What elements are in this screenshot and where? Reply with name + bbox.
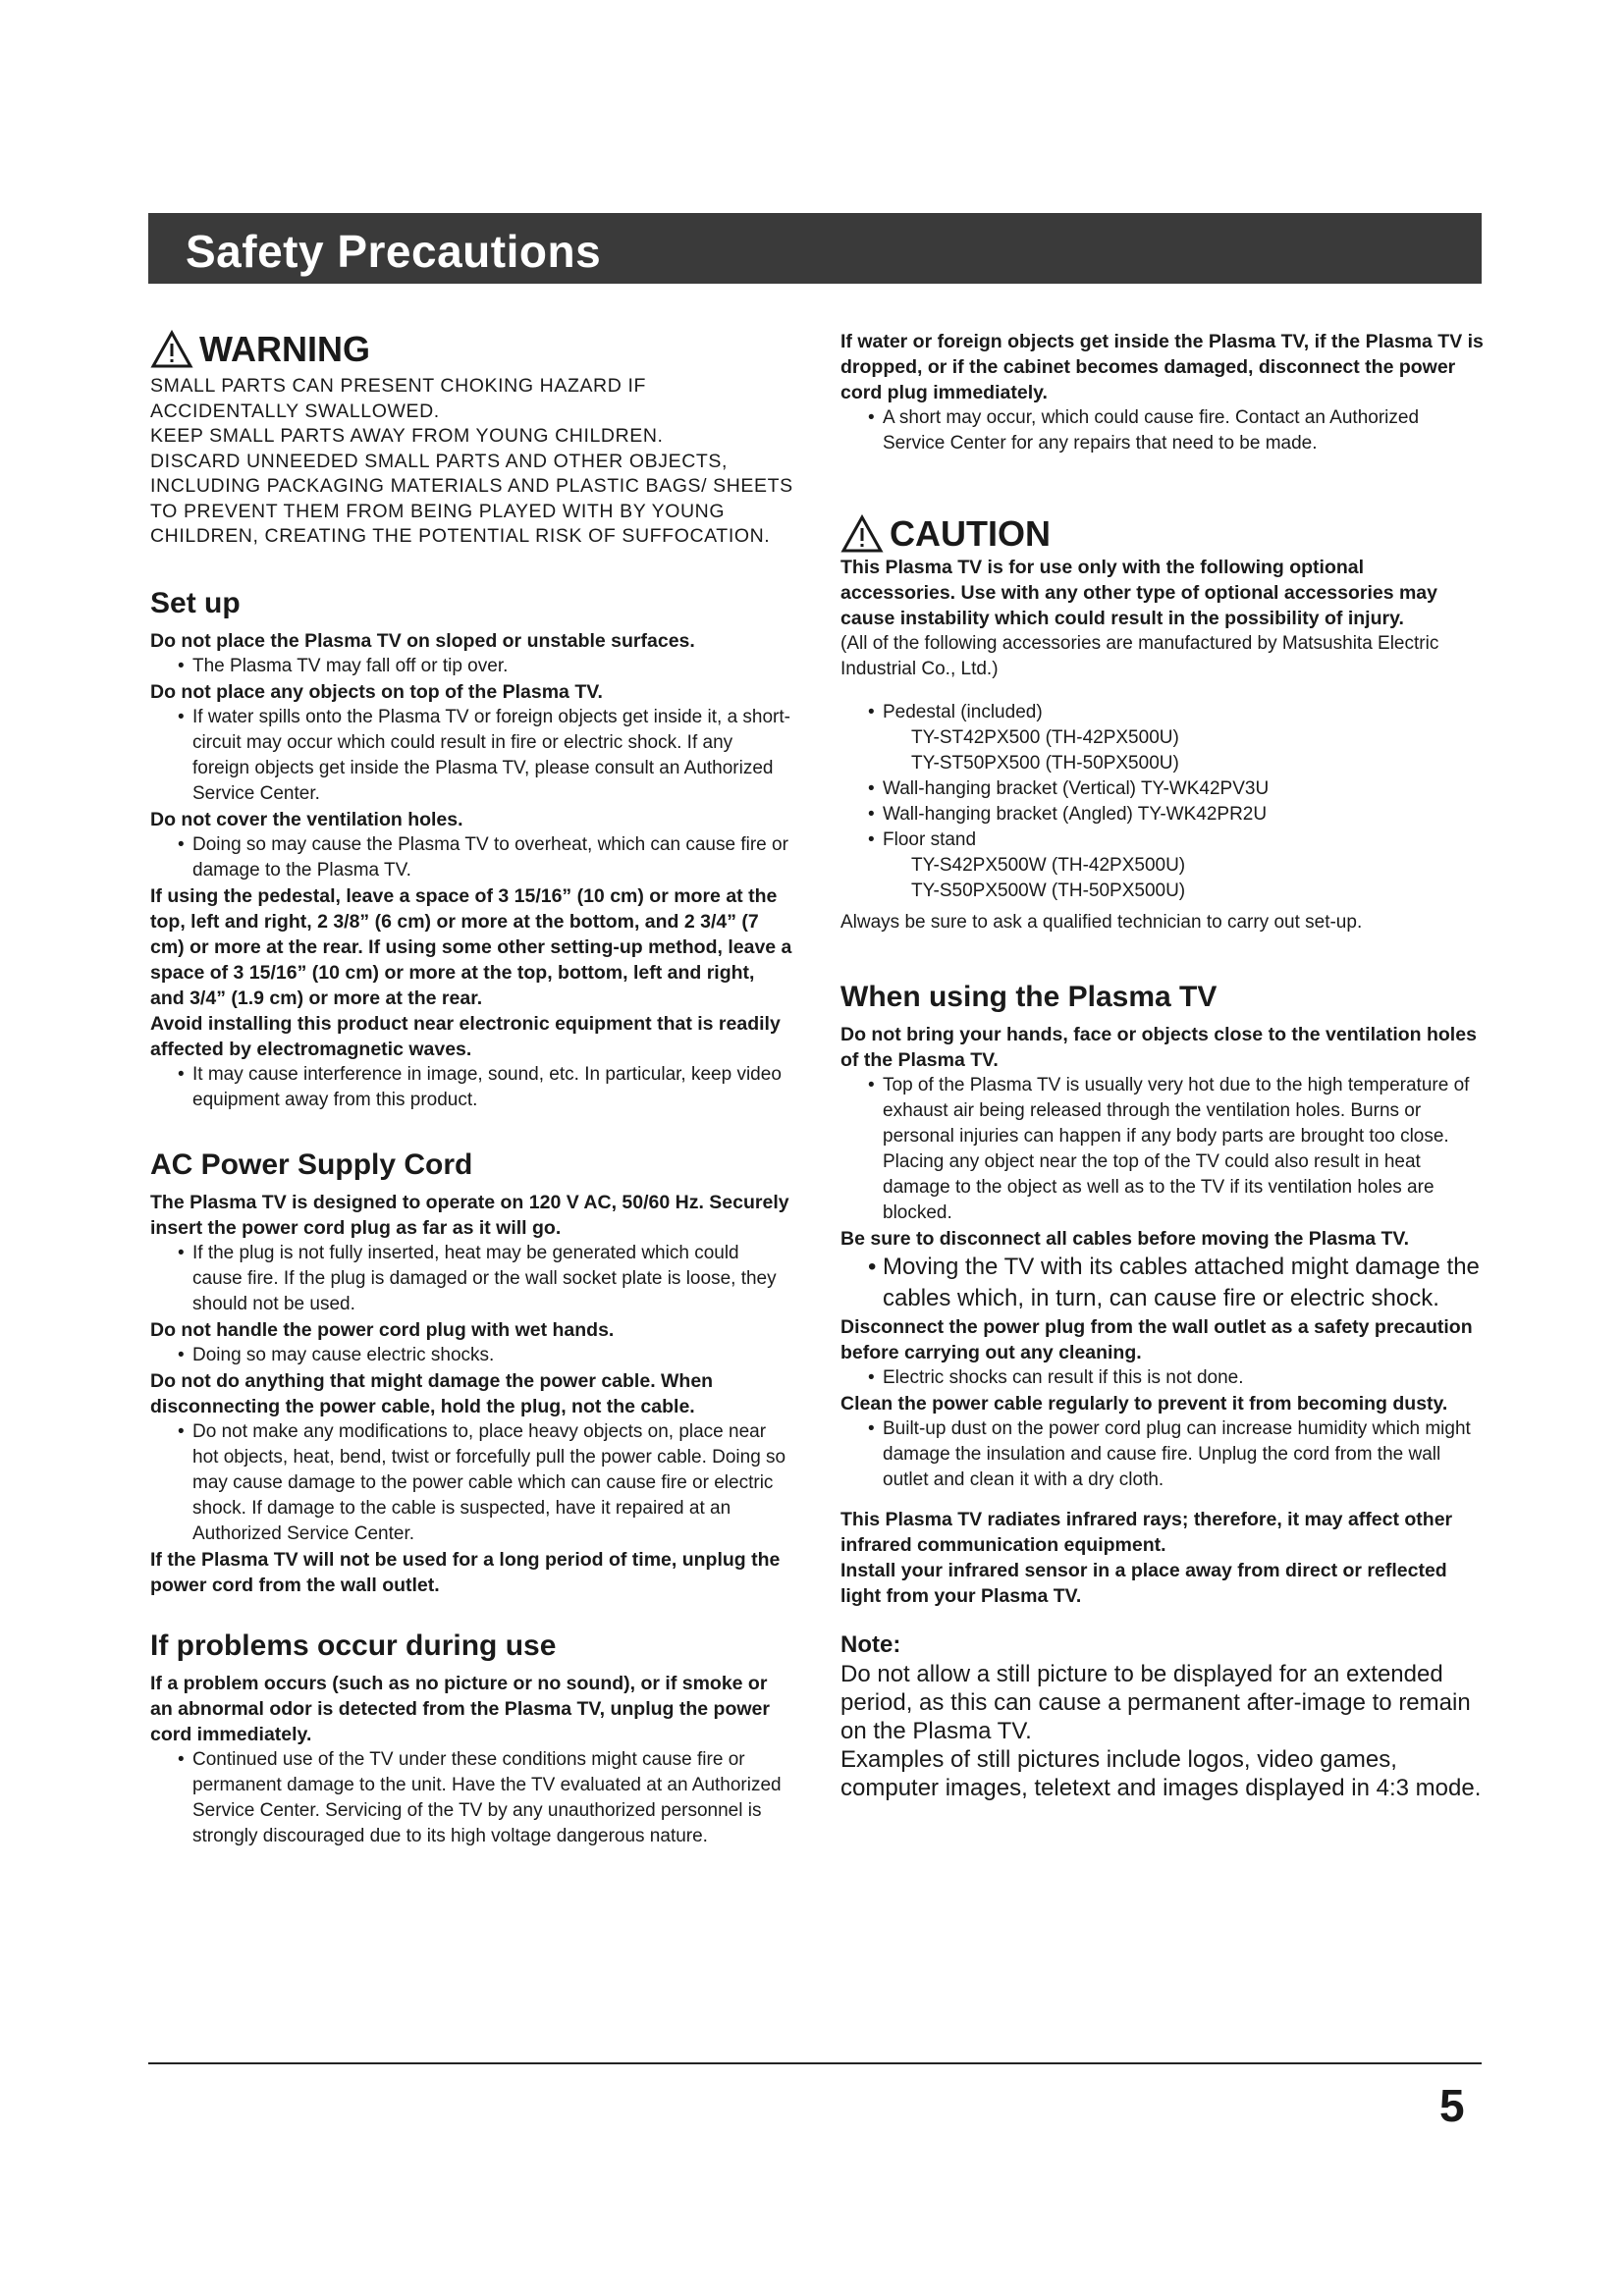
warning-heading: WARNING bbox=[150, 329, 793, 370]
setup-rule-1: Do not place the Plasma TV on sloped or unstable surfaces. bbox=[150, 629, 695, 652]
accessory-list bbox=[840, 700, 1484, 904]
using-note-2: • Moving the TV with its cables attached might damage the cables which, in turn, can cause fire or electric shock. bbox=[868, 1254, 1480, 1311]
setup-rule-4: If using the pedestal, leave a space of 3 15/16” (10 cm) or more at the top, left and right, 2 3/8” (6 cm) or more at the bottom, and 2 3/4” (7 cm) or more at the rear. If using some other setting-up method, leave a space of 3 15/16” (10 cm) or more at the top, bottom, left and right, and 3/4” (1.9 cm) or more at the rear. bbox=[150, 884, 792, 1009]
using-note-1: • Top of the Plasma TV is usually very hot due to the high temperature of exhaust air being released through the ventilation holes. Burns or personal injuries can happen if any body parts are brought too close. Placing any object near the top of the TV could also result in heat damage to the object as well as to the TV if its ventilation holes are blocked. bbox=[868, 1075, 1470, 1223]
title-bar bbox=[148, 213, 1482, 284]
page-title: Safety Precautions bbox=[186, 226, 602, 277]
ac-rule-3: Do not do anything that might damage the power cable. When disconnecting the power cable, hold the plug, not the cable. bbox=[150, 1369, 714, 1417]
caution-rule: This Plasma TV is for use only with the following optional accessories. Use with any other type of optional accessories may cause instability which could result in the possibility of injury. bbox=[840, 557, 1437, 629]
using-note-3: • Electric shocks can result if this is not done. bbox=[868, 1367, 1244, 1388]
setup-rule-2: Do not place any objects on top of the Plasma TV. bbox=[150, 680, 603, 703]
note-text-1: Do not allow a still picture to be displayed for an extended period, as this can cause a permanent after-image to remain on the Plasma TV. bbox=[840, 1661, 1471, 1744]
note-heading: Note: bbox=[840, 1631, 901, 1658]
ac-rule-4: If the Plasma TV will not be used for a long period of time, unplug the power cord from the wall outlet. bbox=[150, 1548, 781, 1596]
ac-rule-2: Do not handle the power cord plug with wet hands. bbox=[150, 1318, 615, 1341]
footer-divider bbox=[148, 2062, 1482, 2064]
using-rule-4: Clean the power cable regularly to prevent it from becoming dusty. bbox=[840, 1393, 1448, 1415]
using-note-4: • Built-up dust on the power cord plug can increase humidity which might damage the insulation and cause fire. Unplug the cord from the wall outlet and clean it with a dry cloth. bbox=[868, 1418, 1471, 1490]
setup-note-1: • The Plasma TV may fall off or tip over. bbox=[178, 655, 509, 676]
accessory-model: TY-S42PX500W (TH-42PX500U) bbox=[911, 855, 1186, 876]
ac-note-2: • Doing so may cause electric shocks. bbox=[178, 1344, 495, 1365]
note-text-2: Examples of still pictures include logos, video games, computer images, teletext and images displayed in 4:3 mode. bbox=[840, 1746, 1482, 1801]
setup-rule-3: Do not cover the ventilation holes. bbox=[150, 808, 463, 830]
problems-rule-1: If a problem occurs (such as no picture or no sound), or if smoke or an abnormal odor is detected from the Plasma TV, unplug the power cord immediately. bbox=[150, 1672, 770, 1745]
right-column bbox=[840, 329, 1484, 1802]
warning-text: SMALL PARTS CAN PRESENT CHOKING HAZARD IF ACCIDENTALLY SWALLOWED. KEEP SMALL PARTS AWAY FROM YOUNG CHILDREN. DISCARD UNNEEDED SMALL PARTS AND OTHER OBJECTS, INCLUDING PACKAGING MATERIALS AND PLASTIC BAGS/ SHEETS TO PREVENT THEM FROM BEING PLAYED WITH BY YOUNG CHILDREN, CREATING THE POTENTIAL RISK OF SUFFOCATION. bbox=[150, 375, 793, 547]
caution-heading: CAUTION bbox=[840, 513, 1484, 555]
accessory-model: TY-ST50PX500 (TH-50PX500U) bbox=[911, 753, 1179, 774]
page-number: 5 bbox=[1439, 2080, 1465, 2131]
water-note: • A short may occur, which could cause fire. Contact an Authorized Service Center for any repairs that need to be made. bbox=[868, 407, 1420, 454]
accessory-floor-stand: • Floor stand bbox=[868, 829, 977, 850]
setup-note-5: • It may cause interference in image, sound, etc. In particular, keep video equipment away from this product. bbox=[178, 1063, 782, 1110]
ac-heading: AC Power Supply Cord bbox=[150, 1148, 473, 1181]
warning-triangle-icon bbox=[150, 330, 193, 369]
accessory-angled-bracket: • Wall-hanging bracket (Angled) TY-WK42PR2U bbox=[868, 804, 1268, 825]
ac-note-1: • If the plug is not fully inserted, heat may be generated which could cause fire. If the plug is damaged or the wall socket plate is loose, they should not be used. bbox=[178, 1242, 777, 1314]
setup-note-3: • Doing so may cause the Plasma TV to overheat, which can cause fire or damage to the Plasma TV. bbox=[178, 833, 788, 881]
caution-manufacturer: (All of the following accessories are manufactured by Matsushita Electric Industrial Co., Ltd.) bbox=[840, 633, 1439, 679]
using-rule-5: This Plasma TV radiates infrared rays; therefore, it may affect other infrared communication equipment. bbox=[840, 1509, 1453, 1556]
using-rule-3: Disconnect the power plug from the wall outlet as a safety precaution before carrying out any cleaning. bbox=[840, 1316, 1473, 1363]
accessory-vertical-bracket: • Wall-hanging bracket (Vertical) TY-WK42PV3U bbox=[868, 778, 1270, 799]
setup-rule-5: Avoid installing this product near electronic equipment that is readily affected by electromagnetic waves. bbox=[150, 1012, 781, 1060]
using-heading: When using the Plasma TV bbox=[840, 981, 1218, 1013]
ac-rule-1: The Plasma TV is designed to operate on 120 V AC, 50/60 Hz. Securely insert the power cord plug as far as it will go. bbox=[150, 1191, 789, 1239]
left-column bbox=[150, 329, 793, 1849]
using-rule-1: Do not bring your hands, face or objects close to the ventilation holes of the Plasma TV. bbox=[840, 1024, 1477, 1071]
problems-note-1: • Continued use of the TV under these conditions might cause fire or permanent damage to the unit. Have the TV evaluated at an Authorized Service Center. Servicing of the TV by any unauthorized personnel is strongly discouraged due to its high voltage dangerous nature. bbox=[178, 1748, 782, 1846]
setup-heading: Set up bbox=[150, 586, 241, 619]
using-rule-6: Install your infrared sensor in a place away from direct or reflected light from your Plasma TV. bbox=[840, 1560, 1447, 1607]
problems-heading: If problems occur during use bbox=[150, 1629, 557, 1662]
caution-triangle-icon bbox=[840, 514, 884, 554]
setup-note-2: • If water spills onto the Plasma TV or foreign objects get inside it, a short-circuit may occur which could result in fire or electric shock. If any foreign objects get inside the Plasma TV, please consult an Authorized Service Center. bbox=[178, 706, 790, 804]
ac-note-3: • Do not make any modifications to, place heavy objects on, place near hot objects, heat, bend, twist or forcefully pull the power cable. Doing so may cause damage to the power cable which can cause fire or electric shock. If damage to the cable is suspected, have it repaired at an Authorized Service Center. bbox=[178, 1420, 786, 1544]
accessory-pedestal: • Pedestal (included) bbox=[868, 702, 1043, 722]
using-rule-2: Be sure to disconnect all cables before moving the Plasma TV. bbox=[840, 1228, 1410, 1250]
setup-advice: Always be sure to ask a qualified technician to carry out set-up. bbox=[840, 912, 1363, 933]
accessory-model: TY-S50PX500W (TH-50PX500U) bbox=[911, 881, 1186, 901]
accessory-model: TY-ST42PX500 (TH-42PX500U) bbox=[911, 727, 1179, 748]
water-rule: If water or foreign objects get inside the Plasma TV, if the Plasma TV is dropped, or if the cabinet becomes damaged, disconnect the power cord plug immediately. bbox=[840, 331, 1484, 403]
